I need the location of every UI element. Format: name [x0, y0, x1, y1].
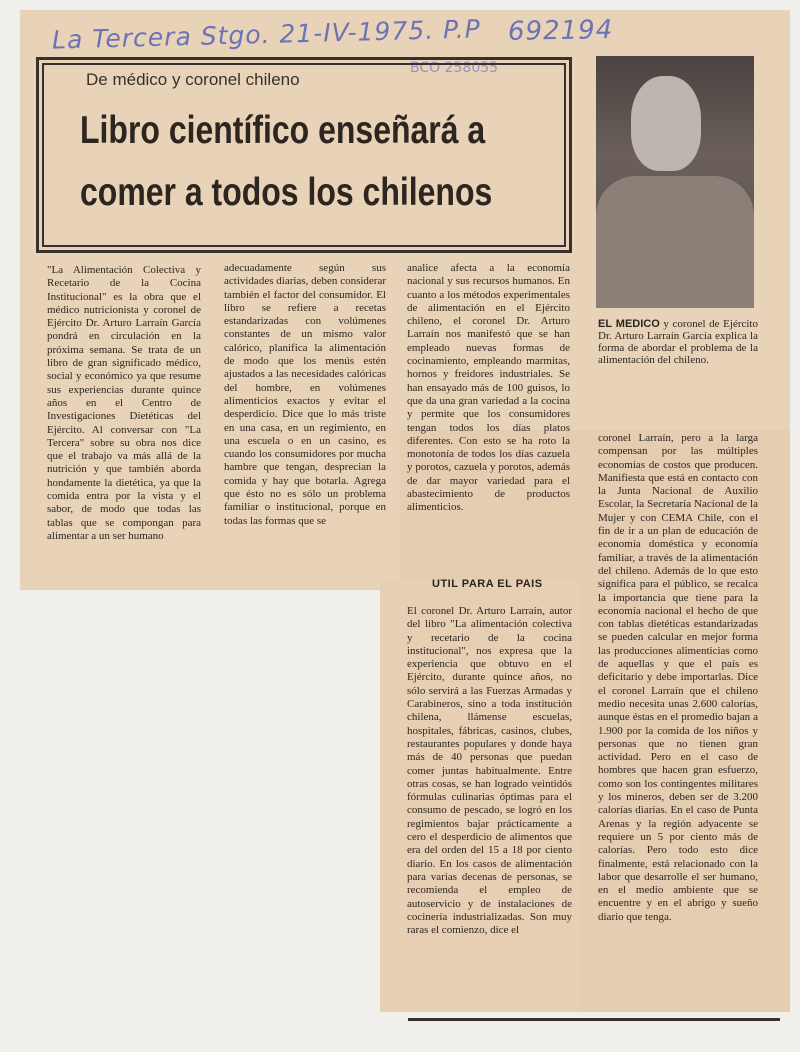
subheading: UTIL PARA EL PAIS	[432, 578, 543, 590]
caption-lead: EL MEDICO	[598, 318, 660, 330]
handwritten-source-note: La Tercera Stgo. 21-IV-1975. P.P	[51, 14, 482, 55]
body-column-1: "La Alimentación Colectiva y Recetario de la Cocina Institucional" es la obra que el médico nutricionista y coronel de Ejército Dr. Arturo Larraín García pondrá en circulación en la próxima semana. Se trata de un libro de gran significado médico, social y económico ya que resume sus experiencias durante quince años en el Centro de Investigaciones Dietéticas del Ejército. Al conversar con "La Tercera" sobre su obra nos dice que el trabajo va más allá de la nutrición y que también aborda hondamente la dietética, ya que la comida entra por la vista y el sabor, de modo que todas las tablas que se compongan para alimentar a un ser humano	[47, 264, 201, 542]
archive-stamp: BCO 258055	[410, 60, 499, 76]
photo-face-shape	[631, 76, 701, 171]
caption-text: y coronel de Ejército Dr. Arturo Larraín García explica la forma de abordar el problema de la alimentación del chileno.	[598, 318, 758, 366]
bottom-rule	[408, 1018, 780, 1021]
body-column-4: coronel Larraín, pero a la larga compensan por las múltiples economías de costos que producen. Manifiesta que está en contacto con la Junta Nacional de Auxilio Escolar, la Secretaría Nacional de la Mujer y con CEMA Chile, con el fin de ir a un plan de educación de economía doméstica y economía familiar, a través de la alimentación del chileno. Además de lo que esto significa para el público, se recalca la importancia que tiene para la economía nacional el hecho de que con tablas dietéticas estandarizadas se pueden calcular en mejor forma las producciones alimenticias como de aquellas y que el país es deficitario y debe importarlas. Dice el coronel Larraín que el chileno medio necesita unas 2.600 calorías, aunque éstas en el promedio bajan a 1.900 por la comida de los niños y personas que no tienen gran actividad. Pero en el caso de hombres que hacen gran esfuerzo, como son los contingentes militares y los mineros, deben ser de 3.200 calorías diarias. En el caso de Punta Arenas y la región adyacente se requiere un 5 por ciento más de calorías. Pero todo esto dice finalmente, está relacionado con la labor que desarrolle el ser humano, en el medio ambiente que se encuentre y en el abrigo y sueño diario que tenga.	[598, 432, 758, 923]
photo-caption	[598, 318, 758, 366]
body-column-2: adecuadamente según sus actividades diarias, deben considerar también el factor del consumidor. El libro se refiere a recetas estandarizadas con volúmenes constantes de un mismo valor calórico, planifica la alimentación de modo que los menús estén ajustados a las necesidades calóricas del hombre, en volúmenes alimenticios exactos y evitar el desperdicio. Dice que lo más triste en una casa, en un regimiento, en una escuela o en un casino, es cuando los consumidores por mucha hambre que tengan, desprecian la comida y hay que botarla. Agrega que ésto no es sólo un problema familiar o institucional, porque en todas las formas que se	[224, 262, 386, 527]
headline-line-1: Libro científico enseñará a	[80, 109, 486, 152]
body-column-3: analice afecta a la economía nacional y sus recursos humanos. En cuanto a los métodos experimentales de alimentación en el Ejército chileno, el coronel Dr. Arturo Larraín nos manifestó que se han empleado nuevas formas de cocinamiento, empleando marmitas, hornos y freidores industriales. Se han ensayado más de 100 guisos, lo que da una gran variedad a la cocina y permite que los consumidores tengan todos los días platos diferentes. Con esto se ha roto la monotonía de todos los días cazuela y porotos, cazuela y porotos, además de dar mayor variedad para el abastecimiento de productos alimenticios.	[407, 262, 570, 514]
portrait-photo	[596, 56, 754, 308]
handwritten-number: 692194	[507, 15, 614, 47]
kicker: De médico y coronel chileno	[86, 70, 300, 89]
headline	[80, 100, 539, 224]
headline-line-2: comer a todos los chilenos	[80, 171, 493, 214]
photo-uniform-shape	[596, 176, 754, 308]
body-column-3-continued: El coronel Dr. Arturo Larraín, autor del libro "La alimentación colectiva y recetario de la cocina institucional", nos expresa que la experiencia que obtuvo en el Ejército, durante quince años, no sólo servirá a las Fuerzas Armadas y Carabineros, sino a toda institución chilena, llámense escuelas, hospitales, fábricas, casinos, clubes, restaurantes populares y donde haya más de 40 personas que puedan comer juntas habitualmente. Entre otras cosas, se han logrado veintidós fórmulas culinarias óptimas para el consumo de pescado, se logró en los regimientos bajar prácticamente a cero el desperdicio de alimentos que era del orden del 15 a 18 por ciento diario. En los casos de alimentación para varias decenas de personas, se recomienda el empleo de autoservicio y de instalaciones de cocinería industrializadas. Son muy raras el comienzo, dice el	[407, 605, 572, 937]
